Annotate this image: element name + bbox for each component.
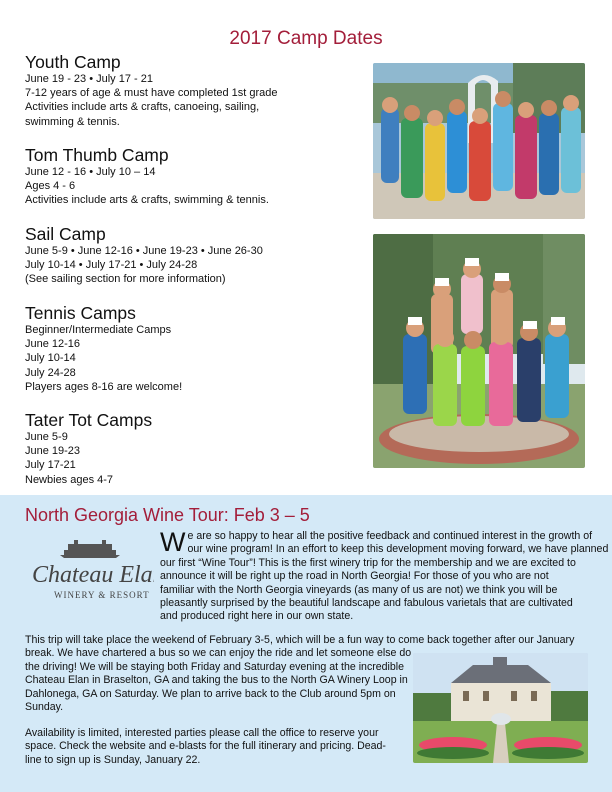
page-title: 2017 Camp Dates	[229, 28, 383, 49]
youth-camp-photo	[373, 63, 585, 219]
svg-text:Chateau Elan: Chateau Elan	[32, 562, 154, 588]
availability-paragraph	[25, 727, 415, 767]
camp-youth	[25, 52, 365, 129]
camp-title: Tom Thumb Camp	[25, 145, 169, 165]
camp-sail	[25, 224, 365, 287]
camp-line: 7-12 years of age & must have completed 1st grade	[25, 87, 278, 100]
camp-tom-thumb	[25, 145, 365, 208]
text-line: Sunday.	[25, 701, 64, 714]
camp-line: June 12-16	[25, 338, 81, 351]
tennis-camp-photo	[373, 234, 585, 468]
camp-line: June 5-9 • June 12-16 • June 19-23 • June 26-30	[25, 245, 263, 257]
chateau-elan-photo	[413, 653, 588, 763]
camp-line: Beginner/Intermediate Camps	[25, 324, 172, 336]
camp-line: June 19-23	[25, 445, 81, 458]
text-line: space. Check the website and e-blasts for the full itinerary and pricing. Dead-	[25, 740, 386, 753]
camp-line: Players ages 8-16 are welcome!	[25, 380, 183, 393]
camp-line: Activities include arts & crafts, swimming & tennis.	[25, 194, 269, 207]
text-line: line to sign up is Sunday, January 22.	[25, 753, 201, 766]
camp-title: Tennis Camps	[25, 303, 136, 323]
camp-title: Tater Tot Camps	[25, 410, 153, 430]
camp-line: June 19 - 23 • July 17 - 21	[25, 73, 153, 85]
text-line: e are so happy to hear all the positive feedback and continued interest in the growth of	[187, 530, 593, 542]
camp-line: July 10-14 • July 17-21 • July 24-28	[25, 259, 198, 272]
wine-intro-paragraph	[160, 527, 609, 624]
text-line: and produced right here in our own state.	[160, 610, 354, 623]
wine-tour-title: North Georgia Wine Tour: Feb 3 – 5	[25, 505, 310, 525]
camp-line: July 10-14	[25, 352, 76, 365]
text-line: our first “Wine Tour”! This is the first winery trip for the membership and we are excited to	[160, 556, 576, 569]
text-line: This trip will take place the weekend of February 3-5, which will be a fun way to come back together after our January	[25, 634, 575, 646]
camp-title: Sail Camp	[25, 224, 106, 244]
text-line: our wine program! In an effort to keep this development moving forward, we have planned	[187, 543, 609, 556]
camp-line: Ages 4 - 6	[25, 180, 76, 193]
text-line: pleasantly surprised by the beautiful landscape and fabulous varietals that are cultivated	[160, 597, 573, 610]
text-line: the driving! We will be staying both Friday and Saturday evening at the incredible	[25, 660, 405, 673]
camp-line: swimming & tennis.	[25, 115, 120, 128]
text-line: familiar with the North Georgia vineyards (as many of us are not) we think you will be	[160, 583, 558, 596]
text-line: break. We have chartered a bus so we can enjoy the ride and let someone else do	[25, 647, 412, 660]
svg-text:WINERY & RESORT: WINERY & RESORT	[54, 590, 150, 600]
text-line: announce it will be right up the road in North Georgia! For those of you who are not	[160, 570, 549, 583]
camp-line: June 5-9	[25, 431, 68, 443]
text-line: Availability is limited, interested parties please call the office to reserve your	[25, 727, 379, 739]
camp-line: (See sailing section for more information)	[25, 273, 226, 286]
camp-line: Activities include arts & crafts, canoeing, sailing,	[25, 101, 260, 114]
camp-line: June 12 - 16 • July 10 – 14	[25, 166, 156, 178]
camp-tater-tot	[25, 410, 365, 487]
camp-line: Newbies ages 4-7	[25, 473, 114, 486]
camp-title: Youth Camp	[25, 52, 121, 72]
camp-line: July 17-21	[25, 459, 76, 472]
text-line: Dahlonega, GA on Saturday. We plan to arrive back to the Club around 5pm on	[25, 687, 396, 700]
chateau-elan-logo	[24, 538, 154, 606]
text-line: Chateau Elan in Braselton, GA and taking the bus to the North GA Winery Loop in	[25, 674, 408, 687]
camp-line: July 24-28	[25, 366, 76, 379]
drop-cap: W	[160, 527, 186, 557]
camp-tennis	[25, 303, 365, 394]
